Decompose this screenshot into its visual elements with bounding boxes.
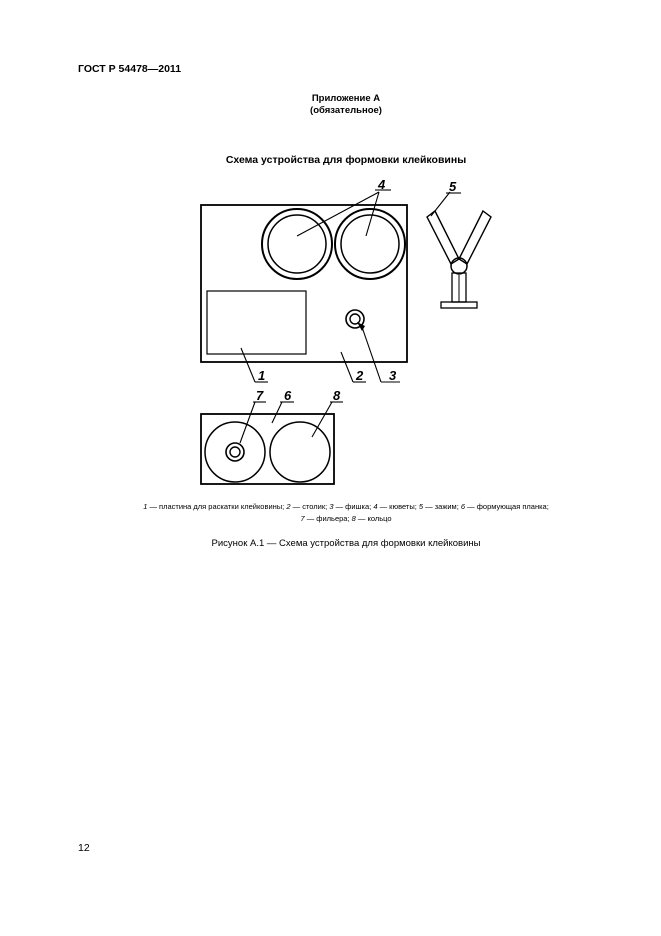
legend-line-1 [60, 501, 632, 513]
legend-line-2 [60, 513, 632, 525]
ring-circle [270, 422, 330, 482]
cuvette-left-outer [262, 209, 332, 279]
figure-legend [60, 501, 632, 525]
clamp-right-arm [459, 211, 491, 264]
die-ring-1 [226, 443, 244, 461]
figure-caption: Рисунок А.1 — Схема устройства для формовки клейковины [211, 538, 481, 549]
forming-bar-outline [201, 414, 334, 484]
die-outer [205, 422, 265, 482]
label-die: 7 [256, 388, 264, 403]
legend-num: 1 [143, 502, 148, 511]
cuvette-right-outer [335, 209, 405, 279]
legend-num: 4 [373, 502, 378, 511]
legend-num: 5 [418, 502, 424, 511]
legend-text: — зажим; [423, 502, 461, 511]
table-outline [201, 205, 407, 362]
label-cuvettes: 4 [378, 177, 386, 192]
legend-num: 3 [329, 502, 334, 511]
label-table: 2 [356, 368, 364, 383]
legend-text: — пластина для раскатки клейковины; [147, 502, 287, 511]
label-forming-bar: 6 [284, 388, 292, 403]
die-ring-2 [230, 447, 240, 457]
legend-num: 6 [460, 502, 466, 511]
standard-header: ГОСТ Р 54478—2011 [78, 63, 182, 75]
plate-outline [207, 291, 306, 354]
clamp-base [441, 302, 477, 308]
legend-text: — фишка; [333, 502, 374, 511]
legend-num: 8 [351, 514, 356, 523]
appendix-note: (обязательное) [310, 105, 382, 116]
legend-text: — кюветы; [377, 502, 419, 511]
legend-num: 2 [286, 502, 291, 511]
scheme-title: Схема устройства для формовки клейковины [225, 154, 467, 166]
chip-inner [350, 314, 360, 324]
label-plate: 1 [258, 368, 266, 383]
clamp-left-arm [427, 211, 459, 264]
label-clamp: 5 [449, 179, 457, 194]
label-chip: 3 [389, 368, 397, 383]
label-ring: 8 [333, 388, 341, 403]
page-number: 12 [78, 842, 90, 854]
legend-text: — столик; [290, 502, 330, 511]
legend-text: — формующая планка; [465, 502, 549, 511]
legend-text: — кольцо [355, 514, 392, 523]
clamp-pivot [451, 258, 467, 274]
cuvette-left-inner [268, 215, 326, 273]
appendix-title: Приложение А [311, 93, 381, 104]
legend-num: 7 [300, 514, 305, 523]
legend-text: — фильера; [304, 514, 352, 523]
